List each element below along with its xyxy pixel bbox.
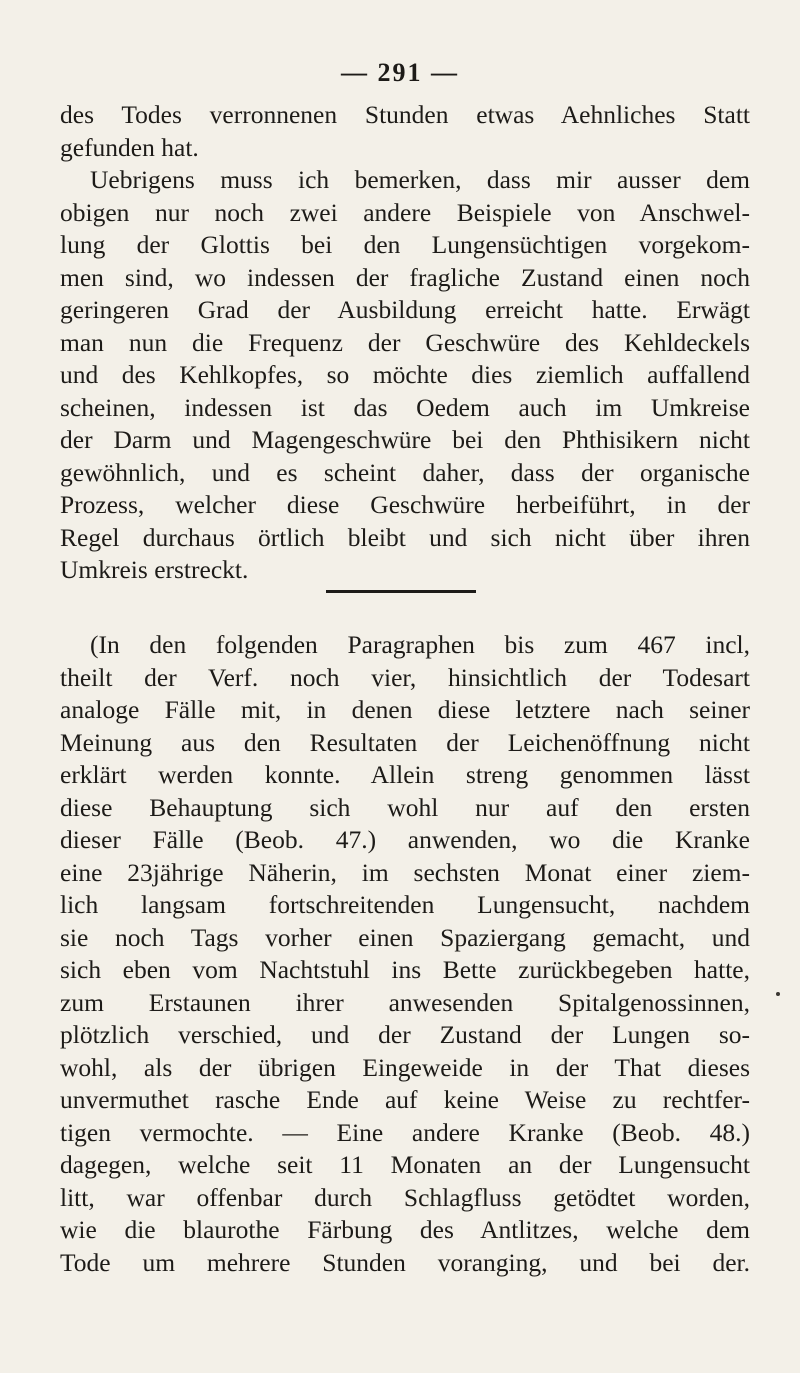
text-line: eine 23jährige Näherin, im sechsten Monat einer ziem- — [60, 857, 750, 887]
text-line: unvermuthet rasche Ende auf keine Weise zu rechtfer- — [60, 1085, 750, 1114]
text-line: Prozess, welcher diese Geschwüre herbeiführt, in der — [60, 490, 750, 519]
text-line: wie die blaurothe Färbung des Antlitzes, welche dem — [60, 1215, 750, 1244]
text-line: litt, war offenbar durch Schlagfluss getödtet worden, — [60, 1182, 750, 1212]
text-line: und des Kehlkopfes, so möchte dies ziemlich auffallend — [60, 360, 750, 389]
text-line: dagegen, welche seit 11 Monaten an der Lungensucht — [60, 1150, 750, 1179]
paragraph-2 — [60, 629, 750, 1279]
text-line: man nun die Frequenz der Geschwüre des Kehldeckels — [60, 327, 750, 357]
text-line: analoge Fälle mit, in denen diese letztere nach seiner — [60, 695, 750, 724]
section-divider — [326, 590, 476, 593]
text-line: erklärt werden konnte. Allein streng genommen lässt — [60, 760, 750, 789]
text-line: der Darm und Magengeschwüre bei den Phthisikern nicht — [60, 425, 750, 454]
text-line: theilt der Verf. noch vier, hinsichtlich der Todesart — [60, 662, 750, 692]
text-line: Umkreis erstreckt. — [60, 555, 249, 584]
text-line: Meinung aus den Resultaten der Leichenöffnung nicht — [60, 727, 750, 757]
text-line: sie noch Tags vorher einen Spaziergang gemacht, und — [60, 922, 750, 952]
text-line: gewöhnlich, und es scheint daher, dass der organische — [60, 457, 750, 487]
text-line: men sind, wo indessen der fragliche Zustand einen noch — [60, 262, 750, 292]
text-line: lich langsam fortschreitenden Lungensucht, nachdem — [60, 890, 750, 919]
text-line: lung der Glottis bei den Lungensüchtigen vorgekom- — [60, 230, 750, 259]
text-line: zum Erstaunen ihrer anwesenden Spitalgenossinnen, — [60, 987, 750, 1017]
page-number: — 291 — — [341, 58, 459, 87]
text-line: Uebrigens muss ich bemerken, dass mir ausser dem — [90, 165, 750, 194]
text-line: geringeren Grad der Ausbildung erreicht hatte. Erwägt — [60, 295, 750, 324]
text-line: wohl, als der übrigen Eingeweide in der That dieses — [60, 1052, 750, 1082]
text-line: plötzlich verschied, und der Zustand der Lungen so- — [60, 1020, 750, 1049]
text-line: (In den folgenden Paragraphen bis zum 467 incl, — [90, 630, 750, 659]
paragraph-1 — [60, 99, 750, 587]
text-line: dieser Fälle (Beob. 47.) anwenden, wo die Kranke — [60, 825, 750, 854]
text-line: scheinen, indessen ist das Oedem auch im Umkreise — [60, 392, 750, 422]
text-line: diese Behauptung sich wohl nur auf den ersten — [60, 792, 750, 822]
text-line: tigen vermochte. — Eine andere Kranke (Beob. 48.) — [60, 1117, 750, 1147]
ink-speck — [776, 992, 780, 996]
text-line: obigen nur noch zwei andere Beispiele von Anschwel- — [60, 197, 750, 227]
text-line: sich eben vom Nachtstuhl ins Bette zurückbegeben hatte, — [60, 955, 750, 984]
text-line: des Todes verronnenen Stunden etwas Aehnliches Statt — [60, 100, 750, 129]
text-line: gefunden hat. — [60, 132, 199, 162]
text-line: Tode um mehrere Stunden voranging, und bei der. — [60, 1247, 750, 1277]
text-line: Regel durchaus örtlich bleibt und sich nicht über ihren — [60, 522, 750, 552]
